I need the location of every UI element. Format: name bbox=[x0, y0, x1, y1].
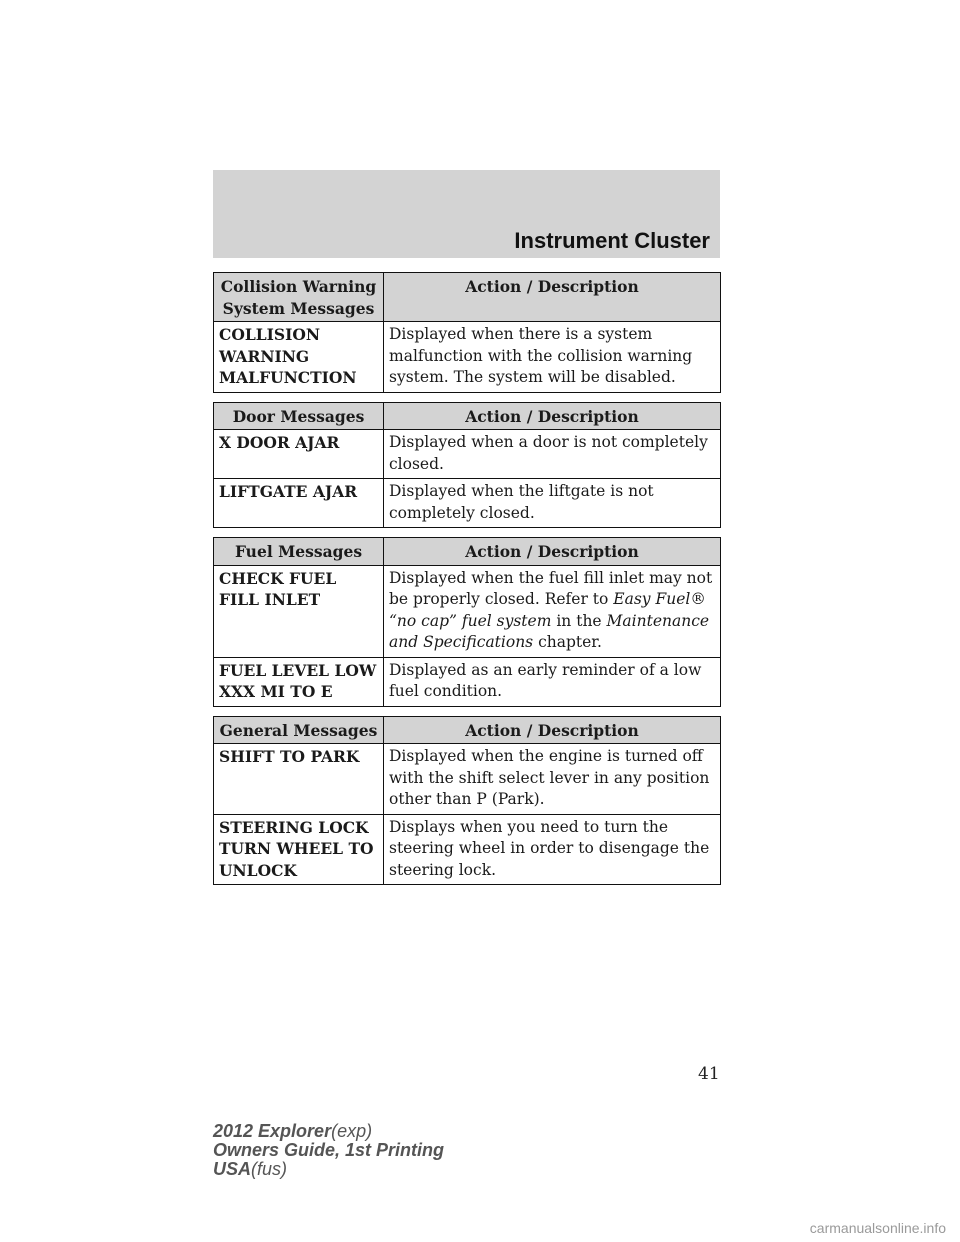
footer-line-model bbox=[213, 1122, 444, 1141]
message-description: Displayed as an early reminder of a low fuel condition. bbox=[384, 657, 721, 706]
column-header-action: Action / Description bbox=[384, 402, 721, 430]
footer-model: 2012 Explorer bbox=[213, 1121, 332, 1141]
message-name: CHECK FUEL FILL INLET bbox=[214, 565, 384, 657]
message-description: Displayed when a door is not completely closed. bbox=[384, 430, 721, 479]
column-header-messages: Door Messages bbox=[214, 402, 384, 430]
footer-line-region bbox=[213, 1160, 444, 1179]
cross-reference-chapter: Maintenance and Specifications bbox=[389, 611, 710, 651]
message-description: Displayed when the liftgate is not completely closed. bbox=[384, 479, 721, 528]
table-row bbox=[214, 479, 721, 528]
message-name: LIFTGATE AJAR bbox=[214, 479, 384, 528]
watermark-link[interactable]: carmanualsonline.info bbox=[809, 1220, 946, 1236]
table-header-row bbox=[214, 402, 721, 430]
description-text: Displayed when the fuel fill inlet may not be properly closed. Refer to bbox=[389, 568, 713, 608]
message-tables bbox=[213, 272, 720, 894]
column-header-messages: General Messages bbox=[214, 716, 384, 744]
column-header-action: Action / Description bbox=[384, 538, 721, 566]
message-name: STEERING LOCK TURN WHEEL TO UNLOCK bbox=[214, 814, 384, 885]
column-header-action: Action / Description bbox=[384, 273, 721, 322]
description-text: chapter. bbox=[538, 633, 602, 651]
column-header-messages: Collision Warning System Messages bbox=[214, 273, 384, 322]
table-row bbox=[214, 744, 721, 815]
message-description bbox=[384, 565, 721, 657]
table-row bbox=[214, 657, 721, 706]
door-messages-table bbox=[213, 402, 721, 529]
collision-warning-table bbox=[213, 272, 721, 393]
message-description: Displays when you need to turn the steering wheel in order to disengage the steering lock. bbox=[384, 814, 721, 885]
table-row bbox=[214, 814, 721, 885]
table-row bbox=[214, 565, 721, 657]
footer-region: USA bbox=[213, 1159, 252, 1179]
column-header-messages: Fuel Messages bbox=[214, 538, 384, 566]
table-header-row bbox=[214, 273, 721, 322]
table-header-row bbox=[214, 538, 721, 566]
table-row bbox=[214, 430, 721, 479]
message-name: X DOOR AJAR bbox=[214, 430, 384, 479]
message-description: Displayed when the engine is turned off with the shift select lever in any position other than P (Park). bbox=[384, 744, 721, 815]
footer-line-printing bbox=[213, 1141, 444, 1160]
message-name: FUEL LEVEL LOW XXX MI TO E bbox=[214, 657, 384, 706]
table-header-row bbox=[214, 716, 721, 744]
section-header-band bbox=[213, 170, 720, 258]
section-title: Instrument Cluster bbox=[514, 228, 710, 253]
cross-reference-section: Easy Fuel® “no cap” fuel system bbox=[389, 590, 706, 630]
general-messages-table bbox=[213, 716, 721, 886]
fuel-messages-table bbox=[213, 537, 721, 707]
message-name: SHIFT TO PARK bbox=[214, 744, 384, 815]
print-footer bbox=[213, 1122, 444, 1179]
column-header-action: Action / Description bbox=[384, 716, 721, 744]
message-description: Displayed when there is a system malfunction with the collision warning system. The system will be disabled. bbox=[384, 322, 721, 393]
description-text: in the bbox=[556, 611, 602, 630]
footer-model-code: (exp) bbox=[331, 1121, 373, 1141]
page-number: 41 bbox=[698, 1064, 720, 1084]
message-name: COLLISION WARNING MALFUNCTION bbox=[214, 322, 384, 393]
footer-printing: Owners Guide, 1st Printing bbox=[213, 1140, 445, 1160]
footer-region-code: (fus) bbox=[251, 1159, 288, 1179]
table-row bbox=[214, 322, 721, 393]
